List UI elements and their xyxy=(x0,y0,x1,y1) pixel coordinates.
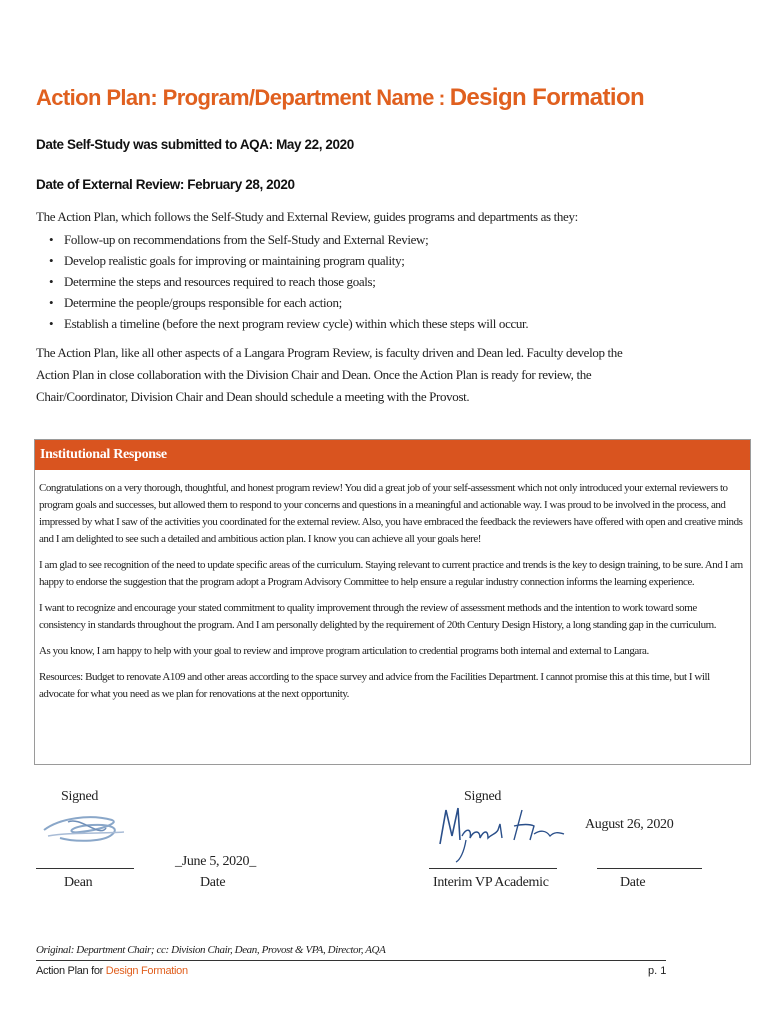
response-paragraph: Congratulations on a very thorough, thoughtful, and honest program review! You did a great job of your self-assessment which not only introduced your external reviewers to program goals and successes, but allowed them to respond to your concerns and questions in a meaningful and actionable way. I was proud to be involved in the process, and impressed by what I saw of the activities you coordinated for the external review. Also, you have embraced the feedback the reviewers have offered with open and creative minds and I am delighted to see such a detailed and ambitious action plan. I know you can achieve all your goals here! xyxy=(39,482,743,545)
title-program: Design Formation xyxy=(449,84,645,111)
response-paragraph: Resources: Budget to renovate A109 and other areas according to the space survey and advice from the Facilities Department. I cannot promise this at this time, but I will advocate for what you need as we plan for renovations at the next opportunity. xyxy=(39,671,710,700)
title-separator: : xyxy=(433,88,450,110)
intro-text: The Action Plan, which follows the Self-Study and External Review, guides programs and departments as they: xyxy=(36,209,578,224)
footer-prefix: Action Plan for xyxy=(36,965,106,977)
vp-signature-image xyxy=(430,800,570,866)
list-item: • Develop realistic goals for improving or maintaining program quality; xyxy=(36,250,528,271)
response-paragraph: As you know, I am happy to help with your goal to review and improve program articulation to credential programs both internal and external to Langara. xyxy=(39,645,649,657)
footer-program: Design Formation xyxy=(105,965,188,977)
page-number: p. 1 xyxy=(648,965,667,977)
dean-date-label: Date xyxy=(200,875,226,890)
list-item: • Determine the people/groups responsible for each action; xyxy=(36,292,528,313)
vp-signed-label: Signed xyxy=(464,789,502,804)
list-item: • Establish a timeline (before the next program review cycle) within which these steps will occur. xyxy=(36,313,528,334)
response-heading: Institutional Response xyxy=(40,447,167,462)
title-prefix: Action Plan: Program/Department Name xyxy=(36,85,434,110)
institutional-response-box xyxy=(34,439,751,765)
vp-date-line xyxy=(597,868,702,869)
goals-list xyxy=(36,229,528,334)
dean-label: Dean xyxy=(64,875,93,890)
closing-paragraph: The Action Plan, like all other aspects of a Langara Program Review, is faculty driven and Dean led. Faculty develop the Action Plan in close collaboration with the Division Chair and Dean. Once the Action Plan is ready for review, the Chair/Coordinator, Division Chair and Dean should schedule a meeting with the Provost. xyxy=(36,345,623,404)
external-review-date: Date of External Review: February 28, 2020 xyxy=(36,177,295,192)
submitted-date: Date Self-Study was submitted to AQA: May 22, 2020 xyxy=(36,137,354,152)
dean-signed-label: Signed xyxy=(61,789,99,804)
list-item: • Follow-up on recommendations from the Self-Study and External Review; xyxy=(36,229,528,250)
dean-signature-line xyxy=(36,868,134,869)
vp-date-label: Date xyxy=(620,875,646,890)
dean-signature-image xyxy=(40,808,130,850)
list-item: • Determine the steps and resources required to reach those goals; xyxy=(36,271,528,292)
vp-signature-line xyxy=(429,868,557,869)
dean-date-value: _June 5, 2020_ xyxy=(175,854,256,869)
footer-title xyxy=(36,965,188,977)
vp-label: Interim VP Academic xyxy=(433,875,549,890)
response-header xyxy=(35,440,750,470)
vp-date-value: August 26, 2020 xyxy=(585,817,674,832)
page-title xyxy=(36,84,644,112)
response-paragraph: I want to recognize and encourage your stated commitment to quality improvement through the review of assessment methods and the intention to work toward some consistency in standards throughout the program. And I am personally delighted by the requirement of 20th Century Design History, a long standing gap in the curriculum. xyxy=(39,602,717,631)
response-body xyxy=(39,480,744,712)
footer-divider xyxy=(36,960,666,961)
distribution-note: Original: Department Chair; cc: Division Chair, Dean, Provost & VPA, Director, AQA xyxy=(36,944,386,956)
response-paragraph: I am glad to see recognition of the need to update specific areas of the curriculum. Staying relevant to current practice and trends is the key to design training, to be sure. And I am happy to endorse the suggestion that the program adopt a Program Advisory Committee to help ensure a regular industry connection informs the learning experience. xyxy=(39,559,743,588)
